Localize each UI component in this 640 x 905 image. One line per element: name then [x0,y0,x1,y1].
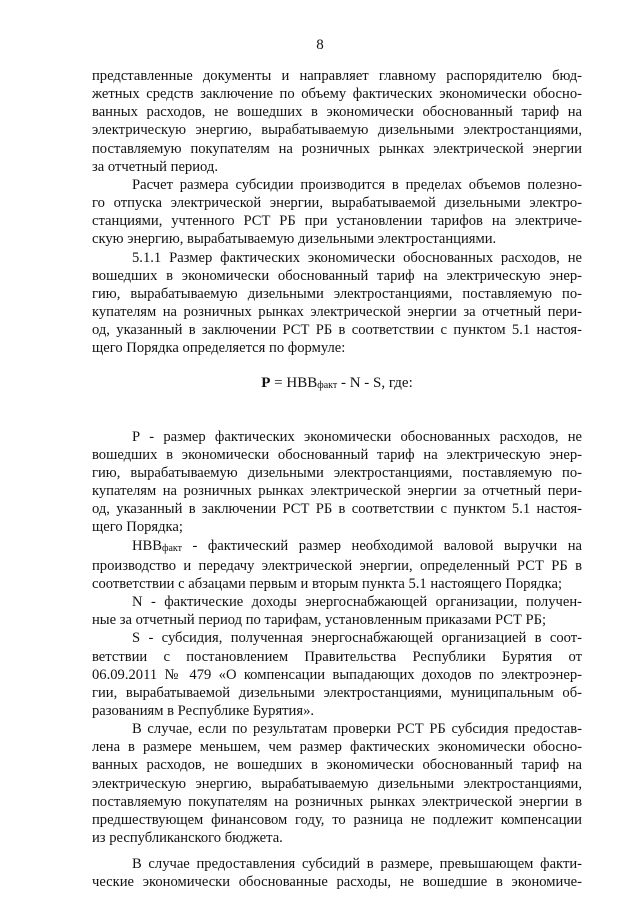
text-line: ванных расходов, не вошедших в экономически обоснованный тариф на [92,104,582,121]
text-line: производство и передачу электрической энергии, определенный РСТ РБ в [92,557,582,574]
text-line: жетных средств заключение по объему фактических экономически обосно- [92,86,582,103]
text-line: вошедших в экономически обоснованный тариф на электрическую энер- [92,446,582,463]
text-line: ческие экономически обоснованные расходы, не вошедшие в экономиче- [92,874,582,891]
text-line: гию, вырабатываемую дизельными электростанциями, поставляемую по- [92,464,582,481]
text-line: поставляемую покупателям на розничных рынках электрической энергии в [92,793,582,810]
nvv-definition: - фактический размер необходимой валовой выручки на [182,537,582,554]
text-line: гии, вырабатываемой дизельными электростанциями, муниципальным об- [92,684,582,701]
formula-lhs: Р [261,374,271,391]
text-line: Р - размер фактических экономически обоснованных расходов, не [132,428,582,445]
text-line: го отпуска электрической энергии, вырабатываемой дизельными электро- [92,195,582,212]
text-line: из республиканского бюджета. [92,830,283,847]
text-line: Расчет размера субсидии производится в пределах объемов полезно- [132,176,582,193]
text-line: соответствии с абзацами первым и вторым пункта 5.1 настоящего Порядка; [92,575,562,592]
text-line: щего Порядка; [92,519,183,536]
text-line: N - фактические доходы энергоснабжающей организации, получен- [132,594,582,611]
text-line: од, указанный в заключении РСТ РБ в соответствии с пунктом 5.1 настоя- [92,322,582,339]
text-line: 5.1.1 Размер фактических экономически обоснованных расходов, не [132,249,582,266]
definition-nvv [92,537,582,593]
nvv-subscript: факт [162,542,183,554]
text-line: за отчетный период. [92,158,218,175]
text-line: ные за отчетный период по тарифам, установленным приказами РСТ РБ; [92,612,547,629]
text-line: щего Порядка определяется по формуле: [92,340,346,357]
text-line: разованиям в Республике Бурятия». [92,703,315,719]
paragraph-5-1-1 [92,249,582,358]
text-line: электрическую энергию, вырабатываемую дизельными электростанциями, [92,122,582,139]
definition-n [92,593,582,629]
text-line: 06.09.2011 № 479 «О компенсации выпадающих доходов по электроэнер- [92,666,582,683]
formula [92,374,582,394]
formula-rest: - N - S, где: [337,374,413,391]
text-line: предшествующем финансовом году, то разница не подлежит компенсации [92,811,582,828]
paragraph-subsidy-less [92,720,582,847]
nvv-term: НВВ [132,537,163,554]
text-line: В случае предоставления субсидий в размере, превышающем факти- [132,856,582,873]
text-line: электрическую энергию, вырабатываемую дизельными электростанциями, [92,775,582,792]
text-line: лена в размере меньшем, чем размер фактических экономически обосно- [92,739,582,756]
formula-subscript: факт [317,379,338,391]
text-line: скую энергию, вырабатываемую дизельными электростанциями. [92,231,497,248]
formula-eq: = НВВ [270,374,318,391]
text-line: В случае, если по результатам проверки РСТ РБ субсидия предостав- [132,721,582,738]
text-line: вошедших в экономически обоснованный тариф на электрическую энер- [92,267,582,284]
paragraph-conclusion [92,67,582,176]
text-line [92,537,582,557]
text-line: ванных расходов, не вошедших в экономически обоснованный тариф на [92,757,582,774]
document-body [92,67,582,892]
text-line: од, указанный в заключении РСТ РБ в соответствии с пунктом 5.1 настоя- [92,501,582,518]
text-line: купателям на розничных рынках электрической энергии за отчетный пери- [92,483,582,500]
text-line: представленные документы и направляет главному распорядителю бюд- [92,68,582,84]
text-line: станциями, учтенного РСТ РБ при установлении тарифов на электриче- [92,213,582,230]
paragraph-subsidy-calc [92,176,582,249]
text-line: поставляемую покупателям на розничных рынках электрической энергии [92,140,582,157]
text-line: S - субсидия, полученная энергоснабжающей организацией в соот- [132,630,582,647]
text-line: гию, вырабатываемую дизельными электростанциями, поставляемую по- [92,285,582,302]
paragraph-subsidy-more [92,855,582,891]
definition-p [92,428,582,537]
text-line: ветствии с постановлением Правительства Республики Бурятия от [92,648,582,665]
text-line: купателям на розничных рынках электрической энергии за отчетный пери- [92,304,582,321]
page-number: 8 [316,37,324,53]
definition-s [92,629,582,720]
